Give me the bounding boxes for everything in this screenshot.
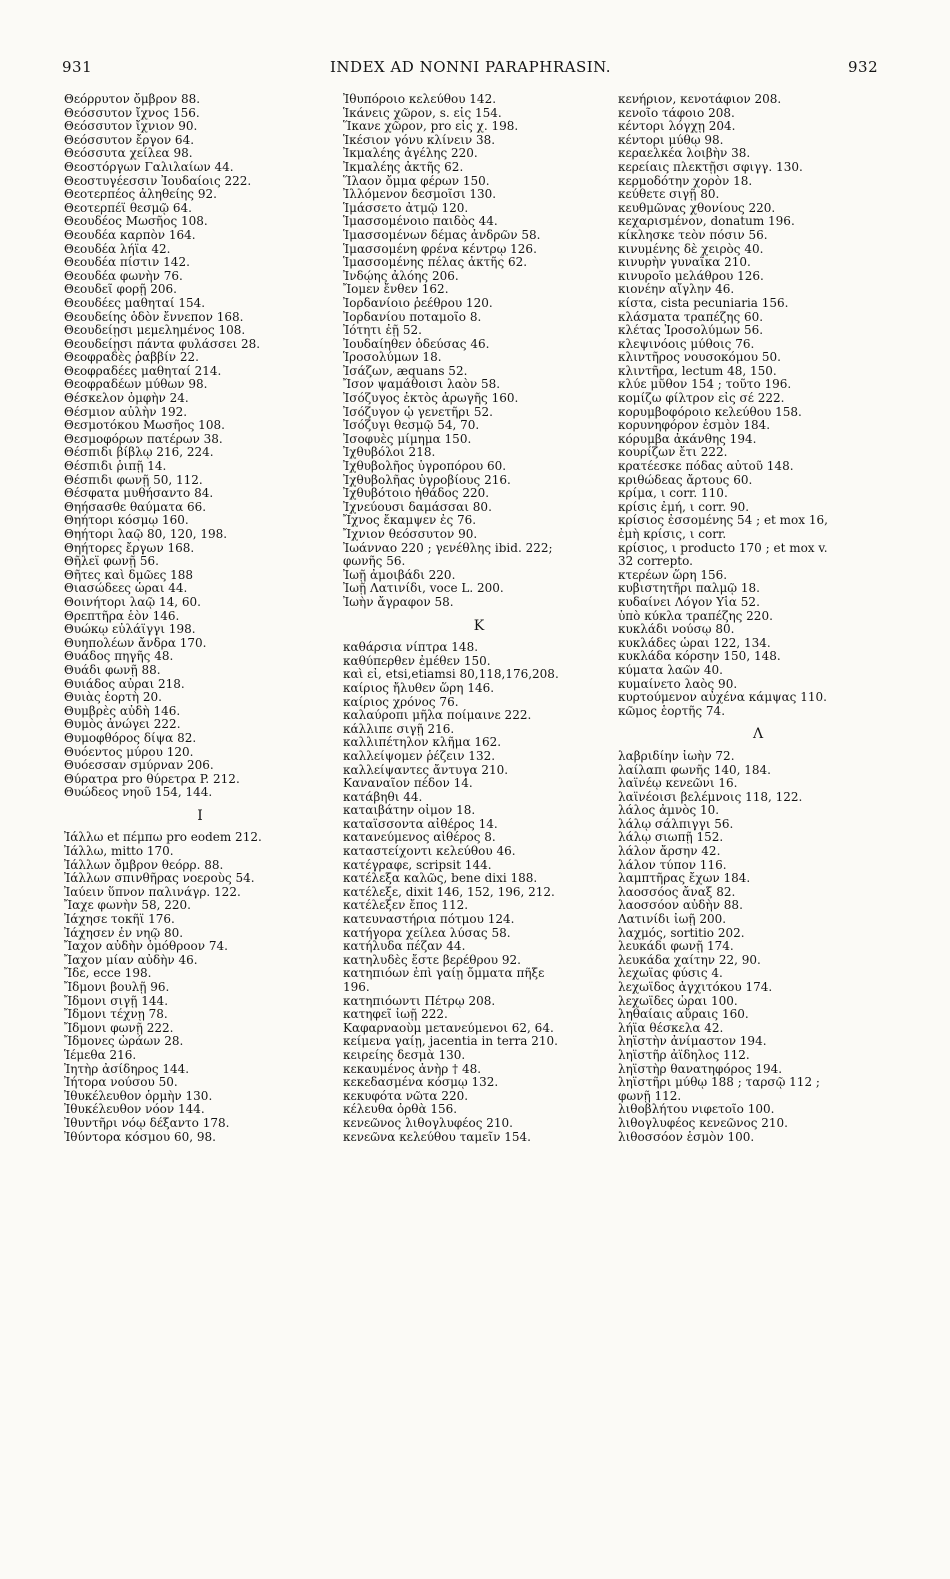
index-entry: ληϊστῆρ ἀΐδηλος 112. <box>618 1048 750 1062</box>
index-entry: Ἰάλλω, mitto 170. <box>64 845 174 859</box>
index-entry: Θυώδεος νηοῦ 154, 144. <box>64 786 213 800</box>
index-entry: Θέσπιδι βίβλῳ 216, 224. <box>64 446 214 460</box>
index-entry: Θυάδος πηγῆς 48. <box>64 650 174 664</box>
index-entry: λαοσσόος ἄναξ 82. <box>618 885 736 899</box>
index-entry: καίριος χρόνος 76. <box>343 695 459 709</box>
index-entry: Καφαρναοὺμ μετανεύμενοι 62, 64. <box>343 1021 554 1035</box>
index-entry: κενοῖο τάφοιο 208. <box>618 106 735 120</box>
index-entry: Ἱμασσομένων δέμας ἀνδρῶν 58. <box>343 228 541 242</box>
index-entry: καλαύροπι μῆλα ποίμαινε 222. <box>343 709 532 723</box>
index-entry: λαβριδίην ἰωὴν 72. <box>618 749 735 763</box>
index-entry: Θεοφραδέες μαθηταί 214. <box>64 364 222 378</box>
index-entry: κατήλυδα πέζαν 44. <box>343 940 466 954</box>
index-entry: κόρυμβα ἀκάνθης 194. <box>618 432 757 446</box>
index-entry: Ἴαχον αὐδὴν ὁμόθροον 74. <box>64 940 228 954</box>
index-entry: κεκαυμένος ἀνὴρ † 48. <box>343 1062 482 1076</box>
index-entry: Θεοτερπέος ἀληθείης 92. <box>64 188 217 202</box>
index-entry: κατάβηθι 44. <box>343 790 423 804</box>
index-entry: Ἱμασσομένοιο παιδὸς 44. <box>343 215 498 229</box>
index-entry: ληϊστῆρι μύθῳ 188 ; ταρσῷ 112 ; <box>618 1076 820 1090</box>
kappa-entries <box>343 641 615 1144</box>
index-entry: καλλιπέτηλον κλῆμα 162. <box>343 736 502 750</box>
index-entry: κατέγραφε, scripsit 144. <box>343 858 492 872</box>
index-entry: Ἴδμονες ὠράων 28. <box>64 1035 184 1049</box>
index-entry: Ἱέμεθα 216. <box>64 1048 137 1062</box>
index-entry: λιθοβλήτου νιφετοῖο 100. <box>618 1103 775 1117</box>
index-entry: κίκλησκε τεὸν πόσιν 56. <box>618 228 768 242</box>
index-entry: Θεουδεῖ φορῇ 206. <box>64 283 177 297</box>
index-entry: Ἰαύειν ὕπνον παλινάγρ. 122. <box>64 885 241 899</box>
index-entry: καταΐσσοντα αἰθέρος 14. <box>343 817 498 831</box>
index-entry: κλεψινόοις μύθοις 76. <box>618 337 755 351</box>
index-entry: κατανεύμενος αἰθέρος 8. <box>343 831 496 845</box>
index-entry: λάλον τύπον 116. <box>618 858 727 872</box>
index-entry: Θεσμοφόρων πατέρων 38. <box>64 432 223 446</box>
index-entry: κυρτούμενον αὐχένα κάμψας 110. <box>618 691 827 705</box>
index-entry: Ἰάλλων σπινθῆρας νοεροὺς 54. <box>64 872 255 886</box>
index-entry: λαμπτῆρας ἔχων 184. <box>618 872 751 886</box>
index-entry: κορυμβοφόροιο κελεύθου 158. <box>618 405 802 419</box>
index-entry: κεχαρισμένον, donatum 196. <box>618 215 795 229</box>
index-entry: κενεῶνα κελεύθου ταμεῖν 154. <box>343 1130 531 1144</box>
index-entry: κριθώδεας ἄρτους 60. <box>618 473 753 487</box>
iota-entries <box>64 831 336 1144</box>
index-entry: κλιντῆρος νουσοκόμου 50. <box>618 351 781 365</box>
index-entry: Θεουδέος Μωσῆος 108. <box>64 215 208 229</box>
index-entry: Ἴαχε φωνὴν 58, 220. <box>64 899 191 913</box>
index-entry: Θῆτες καὶ δμῶες 188 <box>64 568 194 582</box>
index-entry: Ἱροσολύμων 18. <box>343 351 442 365</box>
index-entry: λήϊα θέσκελα 42. <box>618 1021 724 1035</box>
index-entry: κευθμῶνας χθονίους 220. <box>618 201 776 215</box>
index-entry: λευκάδι φωνῇ 174. <box>618 940 734 954</box>
index-entry: κατηπιόων ἐπὶ γαίῃ ὄμματα πῆξε <box>343 967 545 981</box>
index-entry: Θηήτορι λαῷ 80, 120, 198. <box>64 528 228 541</box>
index-entry: ληϊστὴρ θανατηφόρος 194. <box>618 1062 783 1076</box>
index-entry: κατέλεξε, dixit 146, 152, 196, 212. <box>343 885 555 899</box>
index-entry: λιθοσσόον ἑσμὸν 100. <box>618 1130 755 1144</box>
index-entry: Ἰθύντορα κόσμου 60, 98. <box>64 1130 216 1144</box>
index-entry: καθάρσια νίπτρα 148. <box>343 641 479 655</box>
index-entry: Θυάδι φωνῇ 88. <box>64 663 161 677</box>
index-entry: κεύθετε σιγῇ 80. <box>618 188 720 202</box>
index-entry: Ἱμασσομένης πέλας ἀκτῆς 62. <box>343 256 528 270</box>
index-entry: Ἰχθυβόλοι 218. <box>343 446 436 460</box>
index-entry: λιθογλυφέος κενεῶνος 210. <box>618 1116 788 1130</box>
index-entry: κυμαίνετο λαὸς 90. <box>618 677 738 691</box>
page-number-right: 932 <box>848 58 879 76</box>
index-entry: κατήγορα χείλεα λύσας 58. <box>343 926 511 940</box>
index-entry: Ἱκάνεις χῶρον, s. εἰς 154. <box>343 106 502 120</box>
index-entry: κιονέην αἴγλην 46. <box>618 283 735 297</box>
index-entry: Θυόεντος μύρου 120. <box>64 745 194 759</box>
index-entry: Θύρατρα pro θύρετρα P. 212. <box>64 772 240 786</box>
index-entry: Ἰσόζυγον ᾧ γενετῆρι 52. <box>343 405 493 419</box>
index-entry: Ἰωὴν ἄγραφον 58. <box>343 595 454 609</box>
index-entry: Θεουδείῃσι πάντα φυλάσσει 28. <box>64 337 261 351</box>
index-entry: Ἰωῇ ἀμοιβάδι 220. <box>343 568 456 582</box>
index-entry: λεχωΐας φύσις 4. <box>618 967 723 981</box>
running-title: INDEX AD NONNI PARAPHRASIN. <box>330 58 612 76</box>
index-entry: κλάσματα τραπέζης 60. <box>618 310 764 324</box>
index-entry: Θυιάδος αὖραι 218. <box>64 677 185 691</box>
index-entry: Ἰθυντῆρι νόῳ δέξαντο 178. <box>64 1116 230 1130</box>
index-entry: κέλευθα ὀρθὰ 156. <box>343 1103 458 1117</box>
index-entry: Θέσκελον ὀμφὴν 24. <box>64 392 189 406</box>
index-entry: κουρίζων ἔτι 222. <box>618 446 728 460</box>
index-entry: κυδαίνει Λόγον Υἷα 52. <box>618 595 760 609</box>
index-entry: κινυρὴν γυναῖκα 210. <box>618 256 751 270</box>
index-entry: Θεουδέα πίστιν 142. <box>64 256 190 270</box>
index-entry: Θηήσασθε θαύματα 66. <box>64 500 207 514</box>
index-entry: Ἴδε, ecce 198. <box>64 967 152 981</box>
index-entry: λάλῳ σάλπιγγι 56. <box>618 817 734 831</box>
index-entry: κρίσις ἐμή, ι corr. 90. <box>618 500 750 514</box>
index-entry: κυκλάδα κόρσην 150, 148. <box>618 650 781 664</box>
lambda-entries <box>618 750 898 1144</box>
index-entry: Θυμὸς ἀνώγει 222. <box>64 718 181 732</box>
index-entry: κινυμένης δὲ χειρὸς 40. <box>618 242 764 256</box>
index-entry: καταιβάτην οἶμον 18. <box>343 804 476 818</box>
index-entry: κλύε μῦθον 154 ; τοῦτο 196. <box>618 378 792 392</box>
index-entry: Ἱμάσσετο ἀτμῷ 120. <box>343 201 469 215</box>
index-entry: κεκεδασμένα κόσμῳ 132. <box>343 1076 499 1090</box>
index-entry: Θυμβρὲς αὐδὴ 146. <box>64 704 181 718</box>
index-entry: κατηφεῖ ἰωῇ 222. <box>343 1008 448 1022</box>
index-entry: ὑπὸ κύκλα τραπέζης 220. <box>618 609 773 623</box>
index-entry: Θεουδέα φωνὴν 76. <box>64 269 183 283</box>
index-entry: ληθαίαις αὔραις 160. <box>618 1008 749 1022</box>
index-entry: Θηήτορι κόσμῳ 160. <box>64 514 189 528</box>
index-entry: Ἴσον ψαμάθοισι λαὸν 58. <box>343 378 501 392</box>
index-entry: Ἰχθυβότοιο ἠθάδος 220. <box>343 487 490 501</box>
index-entry: κατέλεξεν ἔπος 112. <box>343 899 469 913</box>
index-entry: καίριος ἤλυθεν ὥρη 146. <box>343 681 495 695</box>
index-entry: Ἰουδαίηθεν ὁδεύσας 46. <box>343 337 490 351</box>
index-entry: κομίζω φίλτρον εἰς σέ 222. <box>618 392 785 406</box>
index-entry: κεραελκέα λοιβὴν 38. <box>618 147 751 161</box>
index-entry: λάλῳ σιωπῇ 152. <box>618 831 724 845</box>
index-entry: κρίσιος, ι producto 170 ; et mox v. <box>618 541 828 555</box>
index-entry: Ἰκμαλέης ἀγέλης 220. <box>343 147 478 161</box>
kappa-entries-continued <box>618 93 898 718</box>
page-number-left: 931 <box>62 58 93 76</box>
index-entry: κρατέεσκε πόδας αὐτοῦ 148. <box>618 460 794 474</box>
index-entry: Θιασώδεες ὧραι 44. <box>64 582 188 596</box>
index-entry: Θῆλεϊ φωνῇ 56. <box>64 555 159 569</box>
index-entry: λεχωΐδος ἀγχιτόκου 174. <box>618 981 773 994</box>
index-entry: λεχωΐδες ὧραι 100. <box>618 994 738 1008</box>
index-entry: Ἰχθυβολῆος ὑγροπόρου 60. <box>343 460 507 474</box>
index-entry: Θεόσσυτον ἴχνος 156. <box>64 106 200 120</box>
index-entry: κρίσιος ἐσσομένης 54 ; et mox 16, <box>618 514 828 528</box>
index-entry: Θεουδείῃσι μεμελημένος 108. <box>64 324 246 338</box>
index-entry: Θεοφραδέων μύθων 98. <box>64 378 208 392</box>
index-entry: κρίμα, ι corr. 110. <box>618 487 728 501</box>
index-entry: Ἰσοφυὲς μίμημα 150. <box>343 432 472 446</box>
index-entry: λαοσσόον αὐδὴν 88. <box>618 899 743 913</box>
index-entry: κῶμος ἑορτῆς 74. <box>618 704 726 718</box>
index-entry: 196. <box>343 981 370 994</box>
index-entry: κενεῶνος λιθογλυφέος 210. <box>343 1116 513 1130</box>
index-entry: καλλείψομεν ῥέζειν 132. <box>343 749 496 763</box>
index-entry: κερείαις πλεκτῇσι σφιγγ. 130. <box>618 160 803 174</box>
section-heading-lambda: Λ <box>752 726 764 743</box>
index-entry: Θέσμιον αὐλὴν 192. <box>64 405 188 419</box>
index-entry: καθύπερθεν ἐμέθεν 150. <box>343 654 491 668</box>
index-entry: Θεουδείης ὁδὸν ἔννεπον 168. <box>64 310 244 324</box>
index-entry: Ἴχνιον θεόσσυτον 90. <box>343 528 478 541</box>
index-entry: Ἰητὴρ ἀσίδηρος 144. <box>64 1062 190 1076</box>
index-entry: καὶ εἰ, etsi,etiamsi 80,118,176,208. <box>343 668 559 682</box>
index-entry: καταστείχοντι κελεύθου 46. <box>343 845 516 859</box>
index-entry: κλέτας Ἱροσολύμων 56. <box>618 324 764 338</box>
index-entry: λαχμός, sortitio 202. <box>618 926 745 940</box>
index-entry: Ἰωῇ Λατινίδι, voce L. 200. <box>343 582 504 596</box>
index-entry: Ἰωάνναο 220 ; γενέθλης ibid. 222; <box>343 541 553 555</box>
index-entry: Θεόσσυτον ἴχνιον 90. <box>64 120 198 134</box>
index-entry: Ἴομεν ἔνθεν 162. <box>343 283 449 297</box>
index-entry: Θέσπιδι φωνῇ 50, 112. <box>64 473 203 487</box>
index-entry: κερμοδότην χορὸν 18. <box>618 174 753 188</box>
index-entry: Θέσπιδι ῥιπῇ 14. <box>64 460 167 474</box>
index-entry: κέντορι μύθῳ 98. <box>618 133 724 147</box>
index-entry: ἐμὴ κρίσις, ι corr. <box>618 528 727 541</box>
index-entry: Ἰθυκέλευθον νόον 144. <box>64 1103 205 1117</box>
index-entry: Ἰότητι ἐῇ 52. <box>343 324 422 338</box>
index-entry: Ἰσόζυγος ἐκτὸς ἀρωγῆς 160. <box>343 392 519 406</box>
index-entry: Θυμοφθόρος δίψα 82. <box>64 731 197 745</box>
index-entry: κυβιστητῆρι παλμῷ 18. <box>618 582 760 596</box>
index-entry: Ἰθυκέλευθον ὁρμὴν 130. <box>64 1089 213 1103</box>
index-entry: Θεοστόργων Γαλιλαίων 44. <box>64 160 234 174</box>
running-header <box>0 58 950 80</box>
section-heading-kappa: K <box>473 617 485 634</box>
index-entry: Ἰθυπόροιο κελεύθου 142. <box>343 93 497 106</box>
index-entry: κατέλεξα καλῶς, bene dixi 188. <box>343 872 538 886</box>
index-entry: Θέσφατα μυθήσαντο 84. <box>64 487 214 501</box>
index-entry: Ἴδμονι τέχνῃ 78. <box>64 1008 168 1022</box>
index-entry: Θεουδέες μαθηταί 154. <box>64 296 206 310</box>
index-entry: Ἴδμονι σιγῇ 144. <box>64 994 169 1008</box>
index-entry: κινυροῖο μελάθρου 126. <box>618 269 764 283</box>
index-entry: λάλον ἄρσην 42. <box>618 845 721 859</box>
index-column-2 <box>343 93 615 1144</box>
index-entry: Ἰκμαλέης ἀκτῆς 62. <box>343 160 464 174</box>
index-entry: κενήριον, κενοτάφιον 208. <box>618 93 782 106</box>
index-entry: λαϊνέῳ κενεῶνι 16. <box>618 777 738 791</box>
index-entry: Ἴδμονι βουλῇ 96. <box>64 981 170 994</box>
index-entry: Ἰάχησε τοκῆϊ 176. <box>64 913 175 927</box>
index-entry: Ἵκανε χῶρον, pro εἰς χ. 198. <box>343 120 519 134</box>
index-entry: Ἴχνος ἔκαμψεν ἐς 76. <box>343 514 477 528</box>
index-entry: λάλος ἀμνὸς 10. <box>618 804 720 818</box>
index-entry: Θεουδέα καρπὸν 164. <box>64 228 196 242</box>
index-entry: Θεσμοτόκου Μωσῆος 108. <box>64 419 225 433</box>
index-entry: Ἰάχησεν ἐν νηῷ 80. <box>64 926 184 940</box>
index-entry: Θεοτερπέϊ θεσμῷ 64. <box>64 201 192 215</box>
index-entry: κατευναστήρια πότμου 124. <box>343 913 515 927</box>
index-entry: κύματα λαῶν 40. <box>618 663 723 677</box>
index-entry: Ἰσάζων, æquans 52. <box>343 364 468 378</box>
index-entry: λευκάδα χαίτην 22, 90. <box>618 953 761 967</box>
index-entry: Ἵλαον ὄμμα φέρων 150. <box>343 174 490 188</box>
index-entry: κάλλιπε σιγῇ 216. <box>343 722 455 736</box>
index-entry: Ἰλλόμενον δεσμοῖσι 130. <box>343 188 497 202</box>
index-entry: Ἴδμονι φωνῇ 222. <box>64 1021 174 1035</box>
index-entry: κορυνηφόρον ἑσμὸν 184. <box>618 419 771 433</box>
index-entry: Ἰάλλω et πέμπω pro eodem 212. <box>64 831 262 845</box>
index-entry: Λατινίδι ἰωῇ 200. <box>618 913 727 927</box>
index-entry: κυκλάδι νούσῳ 80. <box>618 623 735 637</box>
index-entry: φωνῆς 56. <box>343 555 406 569</box>
index-entry: Θηήτορες ἔργων 168. <box>64 541 195 555</box>
index-entry: Ἱμασσομένη φρένα κέντρῳ 126. <box>343 242 537 256</box>
index-entry: 32 correpto. <box>618 555 693 569</box>
index-entry: Θυιὰς ἑορτὴ 20. <box>64 691 162 705</box>
index-entry: κτερέων ὥρη 156. <box>618 568 728 582</box>
index-entry: Θεουδέα λήϊα 42. <box>64 242 171 256</box>
index-entry: Ἱκέσιον γόνυ κλίνειν 38. <box>343 133 496 147</box>
index-entry: κίστα, cista pecuniaria 156. <box>618 296 789 310</box>
index-entry: κλιντῆρα, lectum 48, 150. <box>618 364 777 378</box>
iota-entries-continued <box>343 93 615 610</box>
index-entry: Καναναῖον πέδον 14. <box>343 777 473 791</box>
index-entry: κατηλυδὲς ἔστε βερέθρου 92. <box>343 953 521 967</box>
index-entry: Ἰορδανίου ποταμοῖο 8. <box>343 310 482 324</box>
theta-entries <box>64 93 336 800</box>
index-entry: Ἰχθυβολῆας ὑγροβίους 216. <box>343 473 511 487</box>
index-entry: Ἴαχον μίαν αὐδὴν 46. <box>64 953 198 967</box>
index-entry: κεκυφότα νῶτα 220. <box>343 1089 469 1103</box>
index-entry: Ἰάλλων ὄμβρον θεόρρ. 88. <box>64 858 224 872</box>
index-entry: Ἰορδανίοιο ῥεέθρου 120. <box>343 296 493 310</box>
index-entry: Ἰήτορα νούσου 50. <box>64 1076 178 1090</box>
index-column-3 <box>618 93 898 1144</box>
index-entry: Θυηπολέων ἄνδρα 170. <box>64 636 207 650</box>
index-entry: Θεοστυγέεσσιν Ἰουδαίοις 222. <box>64 174 252 188</box>
index-entry: Θεοφραδὲς ῥαββίν 22. <box>64 351 199 365</box>
index-entry: κείμενα γαίῃ, jacentia in terra 210. <box>343 1035 558 1049</box>
index-entry: Θεόσσυτον ἔργον 64. <box>64 133 195 147</box>
index-entry: Θυόεσσαν σμύρναν 206. <box>64 759 214 773</box>
index-entry: καλλείψαντες ἄντυγα 210. <box>343 763 509 777</box>
index-entry: φωνῇ 112. <box>618 1089 682 1103</box>
index-entry: κειρείης δεσμὰ 130. <box>343 1048 466 1062</box>
index-entry: λαϊνέοισι βελέμνοις 118, 122. <box>618 790 803 804</box>
index-entry: κατηπιόωντι Πέτρῳ 208. <box>343 994 496 1008</box>
index-entry: κέντορι λόγχῃ 204. <box>618 120 736 134</box>
index-entry: Θρεπτῆρα ἑὸν 146. <box>64 609 180 623</box>
index-entry: Θοινήτορι λαῷ 14, 60. <box>64 595 201 609</box>
index-entry: Ἰχνεύουσι δαμάσσαι 80. <box>343 500 492 514</box>
index-entry: Ἰνδῴης ἀλόης 206. <box>343 269 459 283</box>
index-column-1 <box>64 93 336 1144</box>
index-entry: Θεόρρυτον ὄμβρον 88. <box>64 93 201 106</box>
index-entry: λαίλαπι φωνῆς 140, 184. <box>618 763 771 777</box>
index-entry: κυκλάδες ὧραι 122, 134. <box>618 636 771 650</box>
index-entry: Ἰσόζυγι θεσμῷ 54, 70. <box>343 419 480 433</box>
index-entry: Θυώκῳ εὐλάϊγγι 198. <box>64 623 196 637</box>
section-heading-iota: I <box>197 807 203 824</box>
index-entry: Θεόσσυτα χείλεα 98. <box>64 147 193 161</box>
index-entry: ληϊστὴν ἀνίμαστον 194. <box>618 1035 767 1049</box>
